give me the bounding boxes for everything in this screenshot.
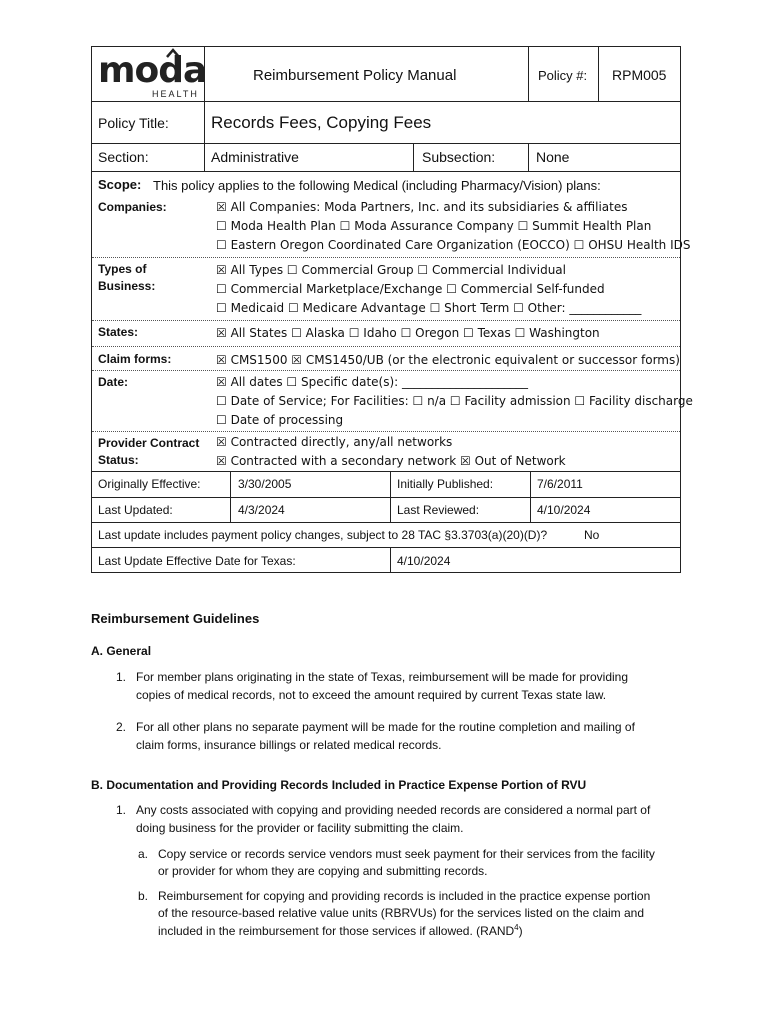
last-reviewed-value: 4/10/2024 [537,503,591,517]
b1-line-1: Any costs associated with copying and providing needed records are considered a normal part of [136,803,651,817]
business-line-2: ☐ Commercial Marketplace/Exchange ☐ Commercial Self-funded [216,282,605,296]
section-a-heading: A. General [91,644,152,658]
b1-line-2: doing business for the provider or facility submitting the claim. [136,821,464,835]
policy-number: RPM005 [612,67,667,83]
companies-line-3: ☐ Eastern Oregon Coordinated Care Organization (EOCCO) ☐ OHSU Health IDS [216,238,691,252]
states-label: States: [98,325,139,339]
date-line-2: ☐ Date of Service; For Facilities: ☐ n/a ☐ Facility admission ☐ Facility discharge [216,394,693,408]
initially-published-label: Initially Published: [397,477,494,491]
bb-footnote-ref[interactable]: 4 [514,923,519,932]
section-value: Administrative [211,149,299,165]
claim-forms-label: Claim forms: [98,352,172,366]
bb-line-3-end: ) [518,924,523,938]
ba-line-1: Copy service or records service vendors must seek payment for their services from the facility [158,847,655,861]
business-label-2: Business: [98,279,156,293]
orig-effective-value: 3/30/2005 [238,477,292,491]
a1-line-2: copies of medical records, not to exceed the amount required by current Texas state law. [136,688,607,702]
date-line-1: ☒ All dates ☐ Specific date(s): _____________________ [216,375,529,389]
business-line-1: ☒ All Types ☐ Commercial Group ☐ Commercial Individual [216,263,566,277]
business-line-3: ☐ Medicaid ☐ Medicare Advantage ☐ Short Term ☐ Other: ____________ [216,301,642,315]
b1-number: 1. [116,803,127,817]
texas-effective-label: Last Update Effective Date for Texas: [98,554,296,568]
tac-question: Last update includes payment policy changes, subject to 28 TAC §3.3703(a)(20)(D)? [98,528,548,542]
scope-text: This policy applies to the following Medical (including Pharmacy/Vision) plans: [153,178,601,193]
initially-published-value: 7/6/2011 [537,477,583,491]
policy-number-label: Policy #: [538,68,588,83]
ba-letter: a. [138,847,149,861]
date-line-3: ☐ Date of processing [216,413,344,427]
orig-effective-label: Originally Effective: [98,477,201,491]
a1-number: 1. [116,670,127,684]
logo-subtext: HEALTH [152,89,199,99]
provider-label-2: Status: [98,453,139,467]
tac-answer: No [584,528,600,542]
policy-title-label: Policy Title: [98,115,169,131]
section-label: Section: [98,149,149,165]
companies-line-2: ☐ Moda Health Plan ☐ Moda Assurance Company ☐ Summit Health Plan [216,219,652,233]
bb-line-2: of the resource-based relative value units (RBRVUs) for the services listed on the claim and [158,906,645,920]
ba-line-2: or provider for whom they are copying and submitting records. [158,864,488,878]
a2-line-2: claim forms, insurance billings or related medical records. [136,738,442,752]
logo-roof-icon [165,48,181,58]
last-updated-value: 4/3/2024 [238,503,285,517]
bb-line-1: Reimbursement for copying and providing records is included in the practice expense portion [158,889,651,903]
business-label-1: Types of [98,262,147,276]
states-line: ☒ All States ☐ Alaska ☐ Idaho ☐ Oregon ☐ Texas ☐ Washington [216,326,600,340]
section-b-heading: B. Documentation and Providing Records Included in Practice Expense Portion of RVU [91,778,587,792]
date-label: Date: [98,375,129,389]
texas-effective-value: 4/10/2024 [397,554,451,568]
companies-label: Companies: [98,200,167,214]
last-updated-label: Last Updated: [98,503,173,517]
provider-line-2: ☒ Contracted with a secondary network ☒ Out of Network [216,454,566,468]
bb-line-3-text: included in the reimbursement for those services if allowed. (RAND [158,924,515,938]
scope-label: Scope: [98,177,142,192]
a1-line-1: For member plans originating in the state of Texas, reimbursement will be made for providing [136,670,629,684]
provider-label-1: Provider Contract [98,436,200,450]
manual-title: Reimbursement Policy Manual [253,67,457,84]
claim-forms-line: ☒ CMS1500 ☒ CMS1450/UB (or the electronic equivalent or successor forms) [216,353,680,367]
subsection-label: Subsection: [422,149,496,165]
provider-line-1: ☒ Contracted directly, any/all networks [216,435,453,449]
bb-letter: b. [138,889,149,903]
logo-wordmark: moda [98,50,207,91]
bb-line-3 [158,923,523,938]
last-reviewed-label: Last Reviewed: [397,503,480,517]
policy-title: Records Fees, Copying Fees [211,113,432,132]
a2-number: 2. [116,720,127,734]
companies-line-1: ☒ All Companies: Moda Partners, Inc. and its subsidiaries & affiliates [216,200,628,214]
subsection-value: None [536,149,570,165]
guidelines-heading: Reimbursement Guidelines [91,611,260,626]
a2-line-1: For all other plans no separate payment will be made for the routine completion and mailing of [136,720,635,734]
